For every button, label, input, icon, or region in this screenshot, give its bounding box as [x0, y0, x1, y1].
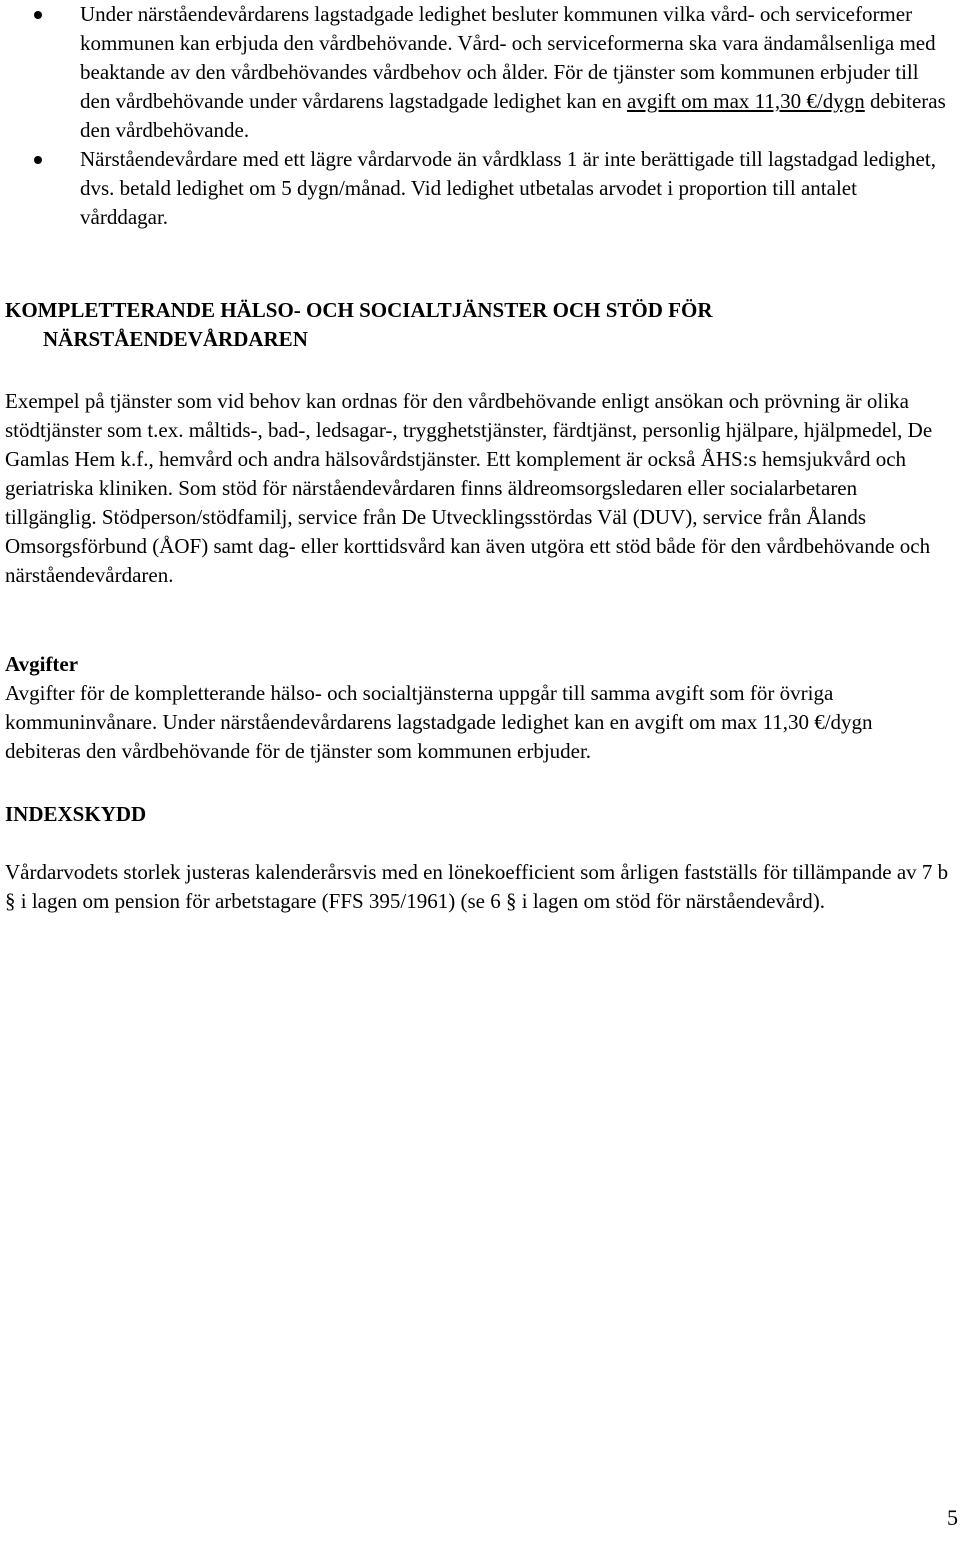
avgifter-paragraph: Avgifter för de kompletterande hälso- och socialtjänsterna uppgår till samma avgift som för övriga kommuninvånare. Under närståendevårdarens lagstadgade ledighet kan en avgift om max 11,30 €/dygn debiteras den vårdbehövande för de tjänster som kommunen erbjuder. — [5, 681, 873, 763]
bullet-item-1 — [0, 0, 960, 145]
indexskydd-paragraph: Vårdarvodets storlek justeras kalenderårsvis med en lönekoefficient som årligen fastställs för tillämpande av 7 b § i lagen om pension för arbetstagare (FFS 395/1961) (se 6 § i lagen om stöd för närståendevård). — [5, 860, 949, 913]
bullet-list — [0, 0, 960, 232]
bullet-icon — [34, 11, 42, 19]
section-heading-line2: NÄRSTÅENDEVÅRDAREN — [43, 327, 308, 351]
section-paragraph: Exempel på tjänster som vid behov kan ordnas för den vårdbehövande enligt ansökan och prövning är olika stödtjänster som t.ex. måltids-, bad-, ledsagar-, trygghetstjänster, färdtjänst, personlig hjälpare, hjälpmedel, De Gamlas Hem k.f., hemvård och andra hälsovårdstjänster. Ett komplement är också ÅHS:s hemsjukvård och geriatriska kliniken. Som stöd för närståendevårdaren finns äldreomsorgsledaren eller socialarbetaren tillgänglig. Stödperson/stödfamilj, service från De Utvecklingsstördas Väl (DUV), service från Ålands Omsorgsförbund (ÅOF) samt dag- eller korttidsvård kan även utgöra ett stöd både för den vårdbehövande och närståendevårdaren. — [5, 389, 933, 587]
bullet-text: Under närståendevårdarens lagstadgade ledighet besluter kommunen vilka vård- och serviceformer kommunen kan erbjuda den vårdbehövande. Vård- och serviceformerna ska vara ändamålsenliga med beaktande av den vårdbehövandes vårdbehov och ålder. För de tjänster som kommunen erbjuder till den vårdbehövande under vårdarens lagstadgade ledighet kan en — [80, 2, 936, 113]
bullet-icon — [34, 156, 42, 164]
indexskydd-heading: INDEXSKYDD — [5, 802, 147, 826]
page-number: 5 — [947, 1505, 958, 1530]
avgifter-heading: Avgifter — [5, 652, 79, 676]
bullet-item-2 — [0, 145, 960, 232]
fee-underlined-text: avgift om max 11,30 €/dygn — [626, 89, 865, 113]
bullet-text: Närståendevårdare med ett lägre vårdarvode än vårdklass 1 är inte berättigade till lagstadgad ledighet, dvs. betald ledighet om 5 dygn/månad. Vid ledighet utbetalas arvodet i proportion till antalet vårddagar. — [80, 147, 936, 229]
section-heading-line1: KOMPLETTERANDE HÄLSO- OCH SOCIALTJÄNSTER OCH STÖD FÖR — [5, 298, 713, 322]
section-heading — [5, 296, 945, 354]
bullet-text-tail: debiteras den vårdbehövande. — [80, 89, 946, 142]
